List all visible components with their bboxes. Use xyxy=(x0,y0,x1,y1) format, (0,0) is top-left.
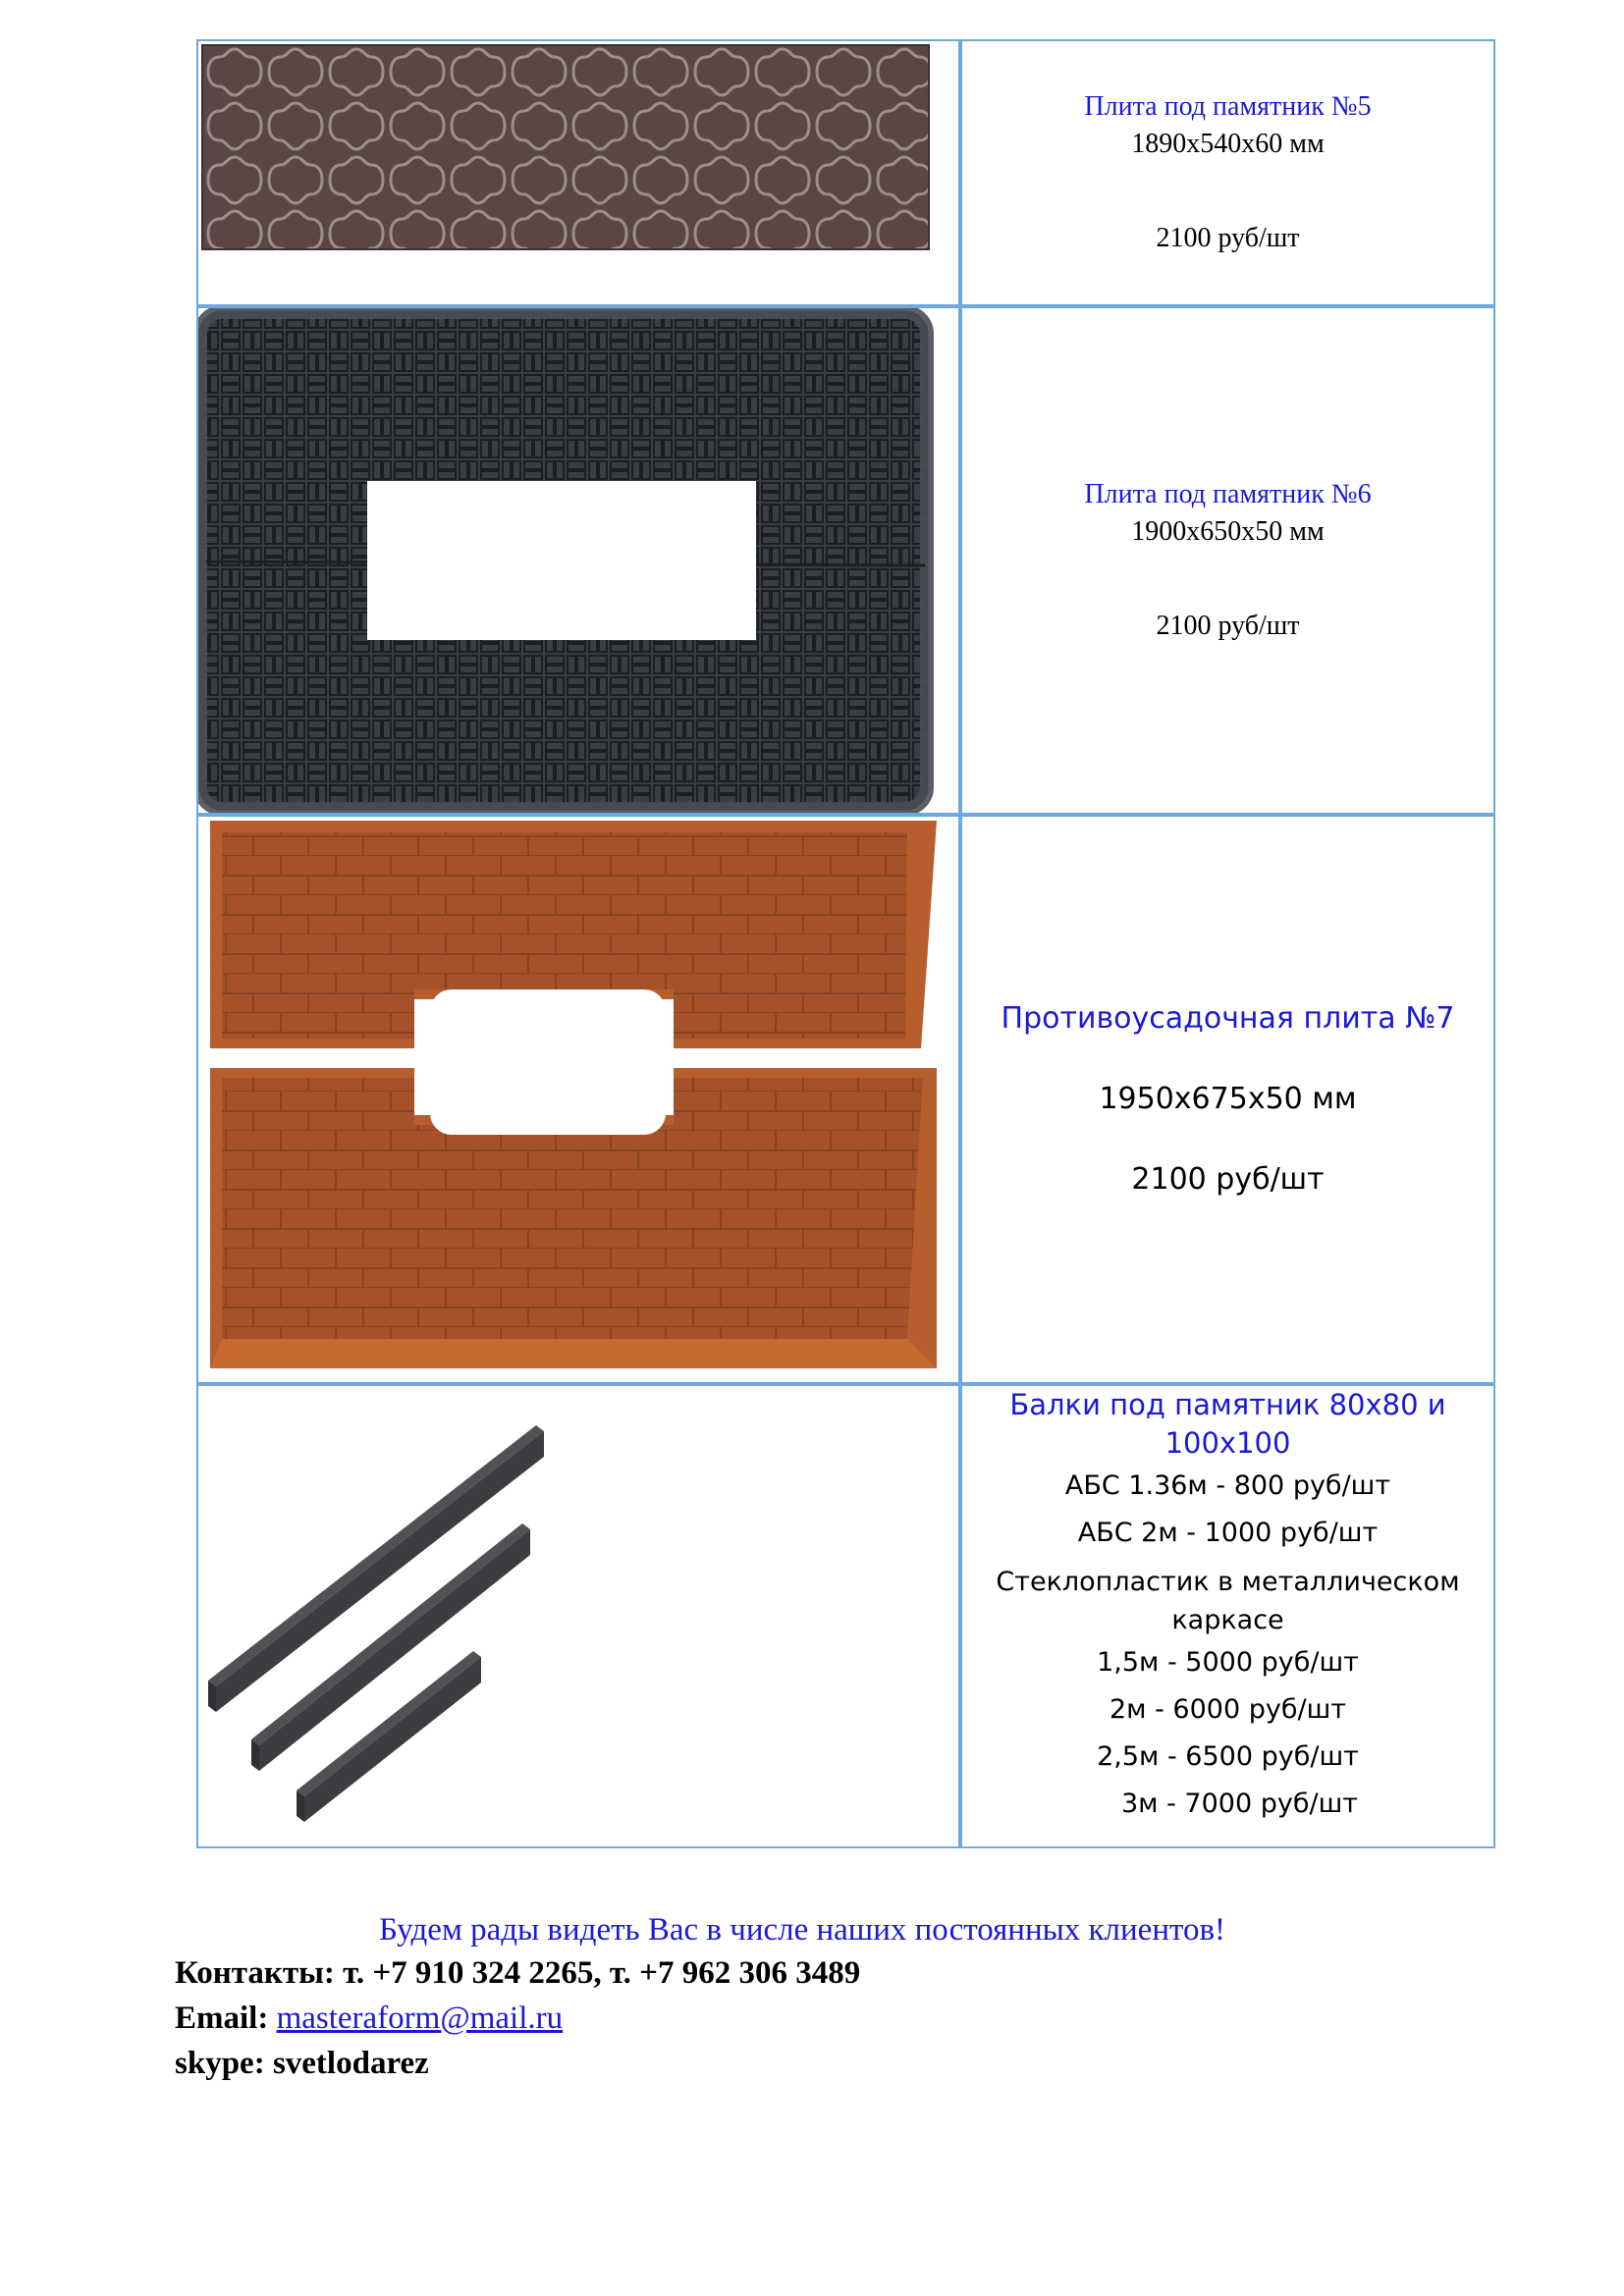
product-row xyxy=(196,39,1495,306)
product-table xyxy=(196,39,1495,1848)
slab-6-image xyxy=(198,308,958,813)
product-size: 1890х540х60 мм xyxy=(1131,129,1325,159)
skype-line xyxy=(175,2041,1624,2086)
material-line: Стеклопластик в металлическом каркасе xyxy=(996,1567,1460,1635)
product-row xyxy=(196,815,1495,1384)
contacts-phones: т. +7 910 324 2265, т. +7 962 306 3489 xyxy=(343,1955,861,1991)
contacts-label: Контакты: xyxy=(175,1955,335,1991)
product-price: 2100 руб/шт xyxy=(1131,1162,1325,1197)
price-line: АБС 2м - 1000 руб/шт xyxy=(1077,1518,1379,1548)
product-title: Плита под памятник №5 xyxy=(1084,91,1372,122)
product-info-cell xyxy=(960,306,1495,815)
price-line: АБС 1.36м - 800 руб/шт xyxy=(1064,1470,1391,1501)
product-price: 2100 руб/шт xyxy=(1156,223,1300,253)
product-size: 1900х650х50 мм xyxy=(1131,516,1325,547)
product-image-cell xyxy=(196,39,960,306)
footer xyxy=(0,1909,1624,2086)
email-link[interactable]: masteraform@mail.ru xyxy=(276,2001,564,2036)
email-line xyxy=(175,1996,1624,2041)
price-line: 3м - 7000 руб/шт xyxy=(1120,1789,1359,1819)
product-info-cell xyxy=(960,815,1495,1384)
product-image-cell xyxy=(196,815,960,1384)
contacts-line xyxy=(175,1950,1624,1996)
product-size: 1950х675х50 мм xyxy=(1099,1082,1357,1116)
price-line: 2,5м - 6500 руб/шт xyxy=(1097,1741,1359,1772)
skype-id: svetlodarez xyxy=(272,2046,429,2081)
beams-image xyxy=(198,1386,958,1846)
slab-5-image xyxy=(198,41,958,304)
product-row xyxy=(196,1384,1495,1848)
product-image-cell xyxy=(196,306,960,815)
product-title: Плита под памятник №6 xyxy=(1084,479,1372,509)
product-row xyxy=(196,306,1495,815)
price-line: 1,5м - 5000 руб/шт xyxy=(1097,1647,1359,1678)
slab-7-image xyxy=(198,817,958,1382)
product-image-cell xyxy=(196,1384,960,1848)
product-price: 2100 руб/шт xyxy=(1156,611,1300,641)
email-label: Email: xyxy=(175,2001,269,2036)
product-info-cell xyxy=(960,1384,1495,1848)
skype-label: skype: xyxy=(175,2046,265,2081)
product-title: Противоусадочная плита №7 xyxy=(1001,1001,1455,1036)
product-info-cell xyxy=(960,39,1495,306)
price-line: 2м - 6000 руб/шт xyxy=(1109,1694,1347,1725)
product-title: Балки под памятник 80х80 и 100х100 xyxy=(1009,1388,1446,1460)
welcome-message: Будем рады видеть Вас в числе наших постоянных клиентов! xyxy=(378,1912,1226,1948)
